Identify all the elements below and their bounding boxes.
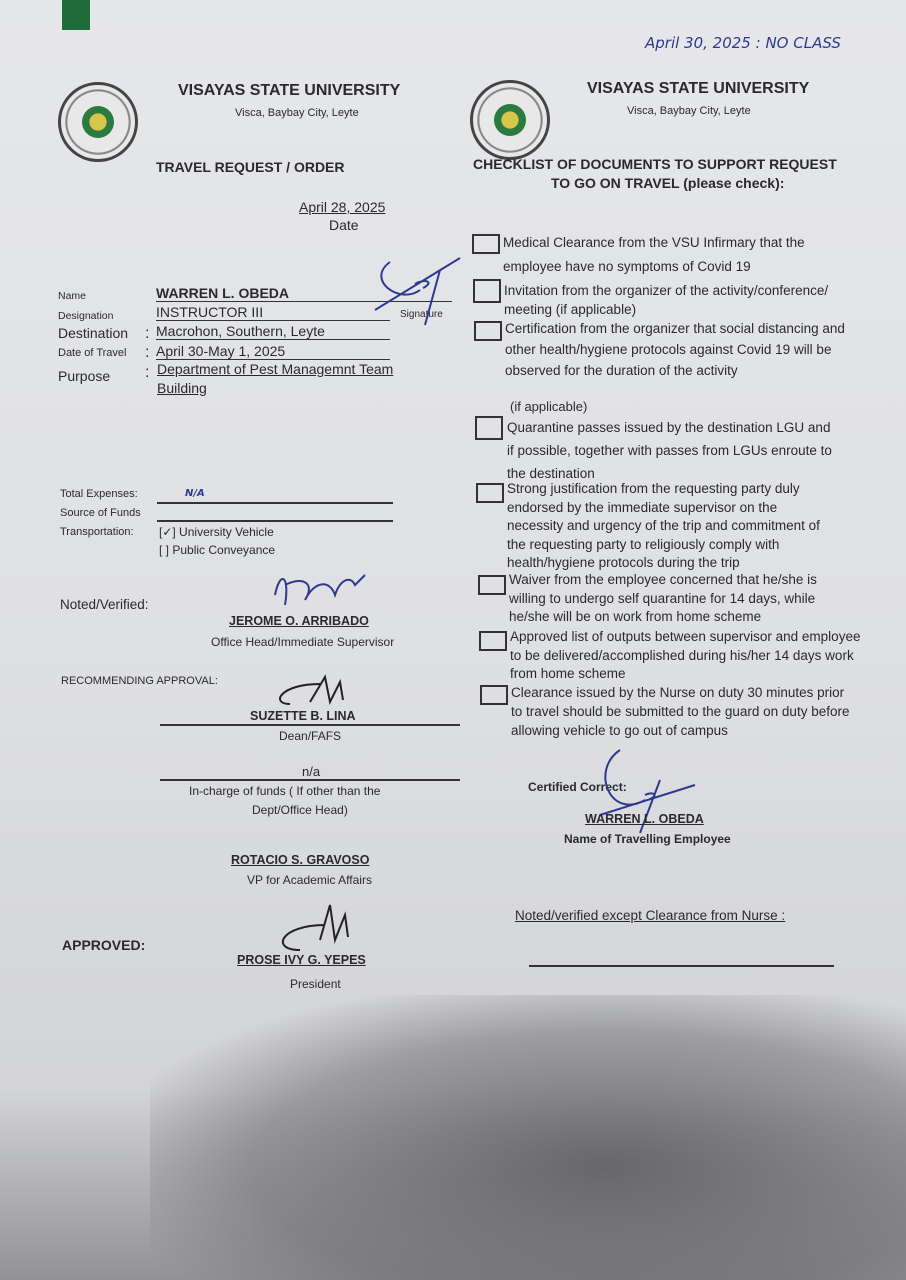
date-of-travel-value: April 30-May 1, 2025 bbox=[156, 343, 390, 360]
designation-value: INSTRUCTOR III bbox=[156, 304, 390, 321]
checklist-title: CHECKLIST OF DOCUMENTS TO SUPPORT REQUEST bbox=[473, 156, 837, 172]
signature-line bbox=[529, 965, 834, 967]
rec-name: SUZETTE B. LINA bbox=[250, 709, 356, 723]
approved-label: APPROVED: bbox=[62, 937, 146, 953]
checklist-title-2: TO GO ON TRAVEL (please check): bbox=[551, 175, 785, 191]
checklist-item: Strong justification from the requesting party duly endorsed by the immediate supervisor on the necessity and urgency of the trip and commitment of the requesting party to religiously comply with health/hygiene protocols during the trip bbox=[507, 481, 820, 570]
university-seal bbox=[470, 80, 550, 160]
designation-label: Designation bbox=[58, 310, 114, 322]
transport-university-vehicle[interactable]: [✓] University Vehicle bbox=[159, 525, 274, 539]
funds-title-2: Dept/Office Head) bbox=[252, 803, 348, 817]
photo-shadow bbox=[0, 1090, 906, 1280]
president-title: President bbox=[290, 977, 341, 991]
signature-mark bbox=[250, 672, 370, 712]
checklist-item: Clearance issued by the Nurse on duty 30 minutes prior to travel should be submitted to the guard on duty before allowing vehicle to go out of campus bbox=[511, 685, 850, 738]
university-name: VISAYAS STATE UNIVERSITY bbox=[178, 82, 401, 99]
destination-value: Macrohon, Southern, Leyte bbox=[156, 323, 390, 340]
certified-label: Certified Correct: bbox=[528, 780, 627, 794]
checkbox-quarantine-passes[interactable] bbox=[475, 416, 503, 440]
funds-value: n/a bbox=[302, 764, 321, 779]
checklist-item: Waiver from the employee concerned that he/she is willing to undergo self quarantine for 14 days, while he/she will be on work from home scheme bbox=[509, 572, 817, 624]
green-tab bbox=[62, 0, 90, 30]
university-name: VISAYAS STATE UNIVERSITY bbox=[587, 80, 810, 97]
recommending-label: RECOMMENDING APPROVAL: bbox=[61, 675, 218, 687]
signature-mark bbox=[250, 900, 360, 955]
colon: : bbox=[145, 325, 150, 342]
certified-title: Name of Travelling Employee bbox=[564, 832, 731, 846]
colon: : bbox=[145, 344, 150, 361]
name-label: Name bbox=[58, 290, 87, 302]
signature-line bbox=[160, 779, 460, 781]
purpose-value-2: Building bbox=[157, 380, 207, 396]
date-of-travel-label: Date of Travel bbox=[58, 347, 127, 359]
checkbox-strong-justification[interactable] bbox=[476, 483, 504, 503]
checklist-item: Quarantine passes issued by the destination LGU and if possible, together with passes from LGUs enroute to the destination bbox=[507, 420, 832, 481]
checklist-item: Invitation from the organizer of the activity/conference/ meeting (if applicable) bbox=[504, 283, 829, 317]
vp-name: ROTACIO S. GRAVOSO bbox=[231, 853, 370, 867]
destination-label: Destination bbox=[58, 325, 129, 341]
date-label: Date bbox=[329, 217, 359, 233]
checkbox-certification[interactable] bbox=[474, 321, 502, 341]
signature-line bbox=[160, 724, 460, 726]
transportation-label: Transportation: bbox=[60, 526, 134, 538]
purpose-label: Purpose bbox=[58, 368, 111, 384]
checklist-item: Approved list of outputs between supervisor and employee to be delivered/accomplished during his/her 14 days work from home scheme bbox=[510, 629, 861, 681]
checkbox-approved-outputs[interactable] bbox=[479, 631, 507, 651]
checkbox-medical-clearance[interactable] bbox=[472, 234, 500, 254]
colon: : bbox=[145, 364, 150, 381]
form-title: TRAVEL REQUEST / ORDER bbox=[156, 159, 345, 175]
purpose-value: Department of Pest Managemnt Team bbox=[157, 361, 394, 377]
signature-mark bbox=[370, 250, 470, 330]
underline bbox=[157, 520, 393, 522]
name-value: WARREN L. OBEDA bbox=[156, 285, 452, 302]
source-of-funds-label: Source of Funds bbox=[60, 507, 141, 519]
checklist-item: Certification from the organizer that social distancing and other health/hygiene protocols against Covid 19 will be observed for the duration of the activity bbox=[505, 321, 845, 378]
noted-except-label: Noted/verified except Clearance from Nurse : bbox=[515, 908, 786, 923]
noted-title: Office Head/Immediate Supervisor bbox=[211, 635, 395, 649]
university-address: Visca, Baybay City, Leyte bbox=[235, 107, 359, 119]
signature-mark bbox=[265, 565, 385, 620]
funds-title-1: In-charge of funds ( If other than the bbox=[189, 784, 381, 798]
handwritten-note: April 30, 2025 : NO CLASS bbox=[645, 34, 841, 52]
noted-name: JEROME O. ARRIBADO bbox=[229, 614, 369, 628]
total-expenses-label: Total Expenses: bbox=[60, 488, 138, 500]
checkbox-waiver[interactable] bbox=[478, 575, 506, 595]
noted-label: Noted/Verified: bbox=[60, 597, 149, 612]
president-name: PROSE IVY G. YEPES bbox=[237, 953, 366, 967]
university-seal bbox=[58, 82, 138, 162]
university-address: Visca, Baybay City, Leyte bbox=[627, 105, 751, 117]
signature-label: Signature bbox=[400, 309, 443, 320]
checkbox-nurse-clearance[interactable] bbox=[480, 685, 508, 705]
transport-public-conveyance[interactable]: [ ] Public Conveyance bbox=[159, 543, 276, 557]
request-date: April 28, 2025 bbox=[299, 199, 386, 215]
checklist-item: Medical Clearance from the VSU Infirmary that the employee have no symptoms of Covid 19 bbox=[503, 235, 805, 274]
rec-title: Dean/FAFS bbox=[279, 729, 342, 743]
checkbox-invitation[interactable] bbox=[473, 279, 501, 303]
vp-title: VP for Academic Affairs bbox=[247, 873, 372, 887]
underline bbox=[157, 502, 393, 504]
total-expenses-value: N/A bbox=[185, 488, 205, 499]
certified-name: WARREN L. OBEDA bbox=[585, 812, 704, 826]
if-applicable: (if applicable) bbox=[510, 399, 588, 414]
